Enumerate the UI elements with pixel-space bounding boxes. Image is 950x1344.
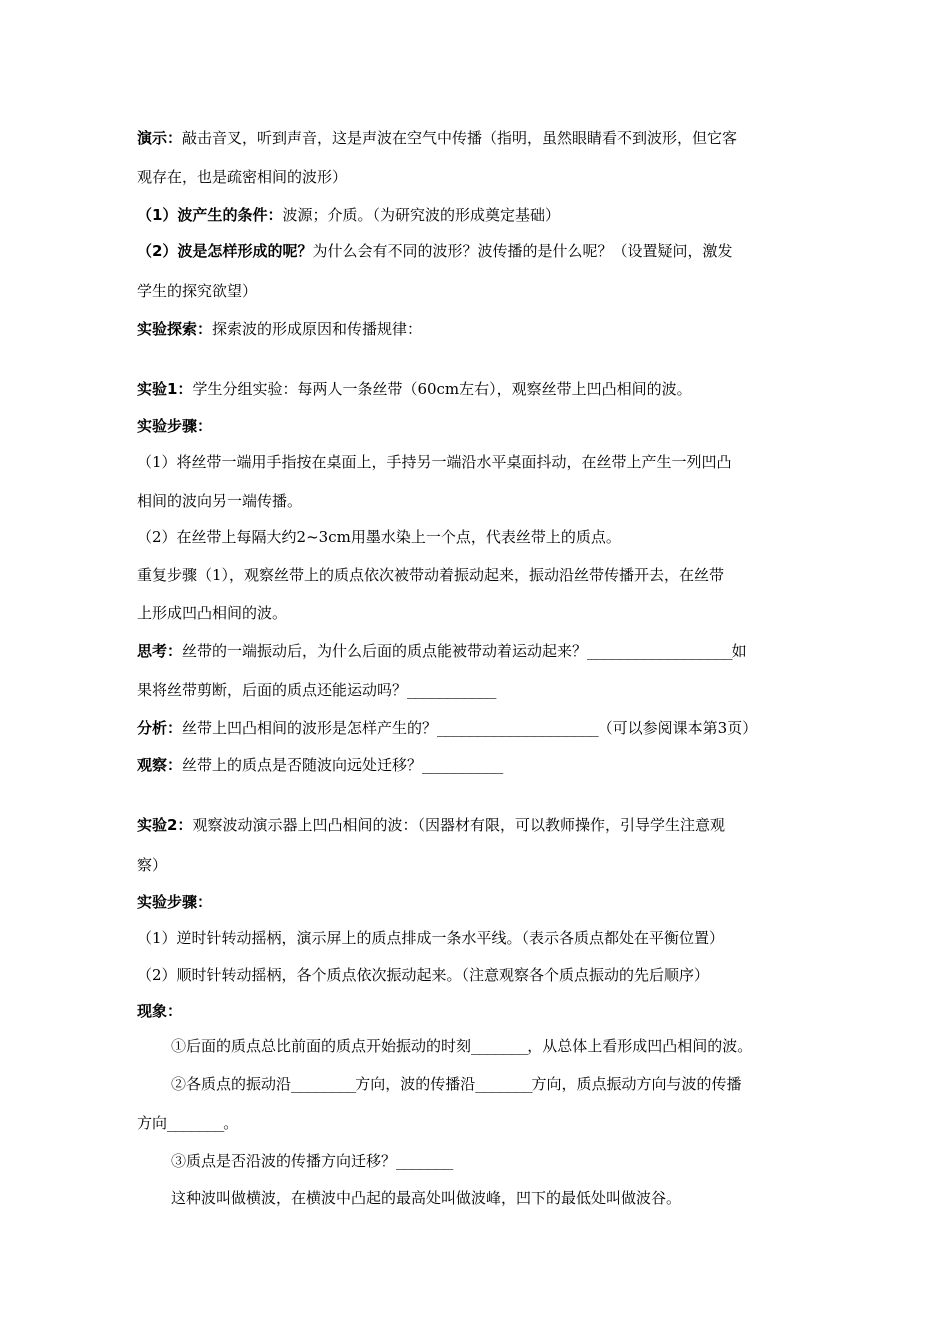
demo-line-1 [137,128,737,148]
answer-blank[interactable]: _______ [167,1114,224,1132]
experiment2-line-2: 察） [137,856,168,874]
answer-blank[interactable]: ___________ [407,681,496,699]
phenomena-heading: 现象： [137,1002,183,1020]
experiment1-steps-heading: 实验步骤： [137,417,213,435]
answer-blank[interactable]: __________________ [587,642,732,660]
demo-label: 演示： [137,129,183,147]
answer-blank[interactable]: _______ [471,1037,528,1055]
answer-blank[interactable]: _______ [396,1152,453,1170]
observe-line: 观察：丝带上的质点是否随波向远处迁移？__________ [137,756,503,774]
phenomenon-1: ①后面的质点总比前面的质点开始振动的时刻_______，从总体上看形成凹凸相间的波。 [171,1037,753,1055]
condition-line: （1）波产生的条件：波源；介质。（为研究波的形成奠定基础） [137,206,560,224]
demo-line-2: 观存在，也是疏密相间的波形） [137,168,348,186]
phenomenon-3: ③质点是否沿波的传播方向迁移？_______ [171,1152,453,1170]
question-line-2: 学生的探究欲望） [137,282,258,300]
answer-blank[interactable]: ____________________ [437,719,598,737]
experiment1-line: 实验1：学生分组实验：每两人一条丝带（60cm左右），观察丝带上凹凸相间的波。 [137,380,692,398]
repeat-line-2: 上形成凹凸相间的波。 [137,604,288,622]
phenomenon-2-line-1: ②各质点的振动沿________方向，波的传播沿_______方向，质点振动方向与波的传播 [171,1075,742,1093]
answer-blank[interactable]: ________ [291,1075,356,1093]
step2-line: （2）在丝带上每隔大约2~3cm用墨水染上一个点，代表丝带上的质点。 [137,528,621,546]
think-line-1: 思考：丝带的一端振动后，为什么后面的质点能被带动着运动起来？__________________如 [137,642,747,660]
explore-line: 实验探索：探索波的形成原因和传播规律： [137,320,423,338]
transverse-wave-definition: 这种波叫做横波，在横波中凸起的最高处叫做波峰，凹下的最低处叫做波谷。 [171,1189,682,1207]
step1-line-2: 相间的波向另一端传播。 [137,492,303,510]
exp2-step2-line: （2）顺时针转动摇柄，各个质点依次振动起来。（注意观察各个质点振动的先后顺序） [137,966,710,984]
think-line-2: 果将丝带剪断，后面的质点还能运动吗？___________ [137,681,496,699]
step1-line-1: （1）将丝带一端用手指按在桌面上，手持另一端沿水平桌面抖动，在丝带上产生一列凹凸 [137,453,732,471]
repeat-line-1: 重复步骤（1），观察丝带上的质点依次被带动着振动起来，振动沿丝带传播开去，在丝带 [137,566,725,584]
answer-blank[interactable]: _______ [475,1075,532,1093]
phenomenon-2-line-2: 方向_______。 [137,1114,239,1132]
answer-blank[interactable]: __________ [422,756,503,774]
analysis-line: 分析：丝带上凹凸相间的波形是怎样产生的？____________________（可以参阅课本第3页） [137,719,758,737]
question-line-1: （2）波是怎样形成的呢？为什么会有不同的波形？波传播的是什么呢？（设置疑问，激发 [137,242,733,260]
experiment2-line-1: 实验2：观察波动演示器上凹凸相间的波：（因器材有限，可以教师操作，引导学生注意观 [137,816,725,834]
experiment2-steps-heading: 实验步骤： [137,893,213,911]
exp2-step1-line: （1）逆时针转动摇柄，演示屏上的质点排成一条水平线。（表示各质点都处在平衡位置） [137,929,725,947]
demo-text: 敲击音叉，听到声音，这是声波在空气中传播（指明，虽然眼睛看不到波形，但它客 [182,129,738,147]
